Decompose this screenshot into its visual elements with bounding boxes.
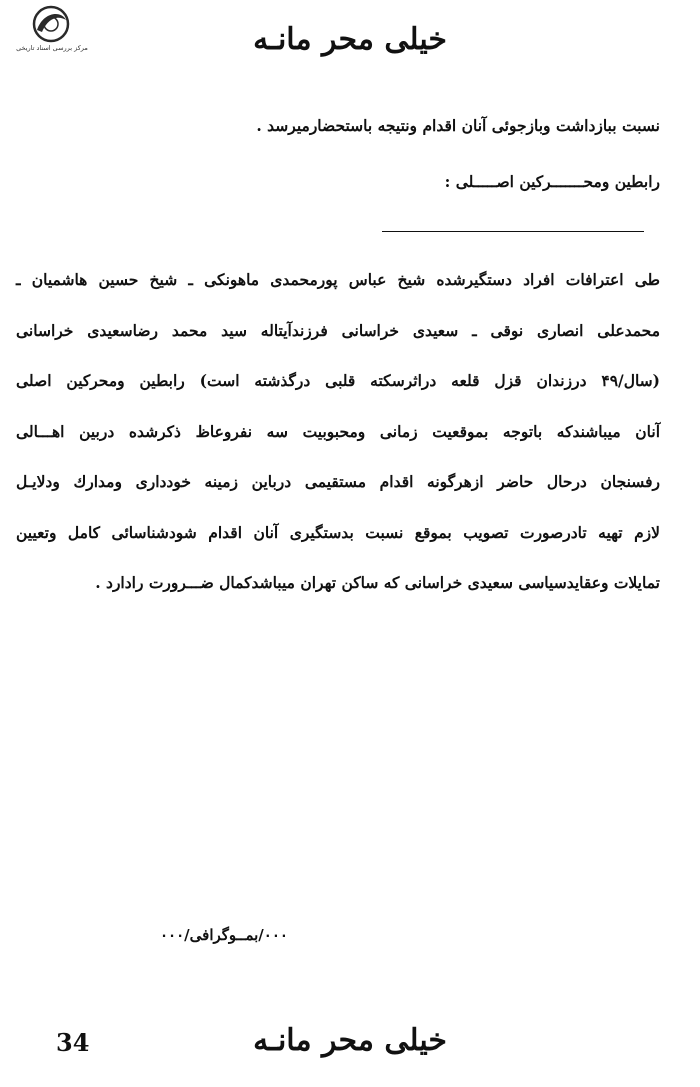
section-heading: رابطین ومحـــــــرکین اصـــــلی : [444, 172, 660, 191]
paragraph-line-3: (سال/۴۹ درزندان قزل قلعه دراثرسکته قلبی درگذشته است) رابطین ومحرکین اصلی [16, 371, 660, 390]
intro-line: نسبت ببازداشت وبازجوئی آنان اقدام ونتیجه باستحضارمیرسد . [256, 116, 660, 135]
paragraph-line-6: لازم تهیه تادرصورت تصویب بموقع نسبت بدستگیری آنان اقدام شودشناسائی کامل وتعیین [16, 523, 660, 542]
paragraph-line-5: رفسنجان درحال حاضر ازهرگونه اقدام مستقیمی درباین زمینه خودداری ومدارك ودلایـل [16, 472, 660, 491]
footer-classification: خیلی محر مانـه [253, 1023, 447, 1058]
archive-emblem-icon [28, 4, 74, 44]
heading-underline [382, 231, 644, 232]
archive-logo [4, 4, 100, 56]
page-number: 34 [56, 1028, 90, 1057]
archive-logo-text: مرکز بررسی اسناد تاریخی [16, 44, 88, 52]
header-classification: خیلی محر مانـه [253, 22, 447, 57]
paragraph-line-4: آنان میباشندکه باتوجه بموقعیت زمانی ومحبوبیت سه نفروعاظ ذکرشده دربین اهـــالی [16, 422, 660, 441]
paragraph-line-1: طی اعترافات افراد دستگیرشده شیخ عباس پورمحمدی ماهونکی ـ شیخ حسین هاشمیان ـ [16, 270, 660, 289]
paragraph-line-7: تمایلات وعقایدسیاسی سعیدی خراسانی که ساکن تهران میباشدکمال ضـــرورت رادارد . [95, 573, 660, 592]
paragraph-line-2: محمدعلی انصاری نوقی ـ سعیدی خراسانی فرزندآیتاله سید محمد رضاسعیدی خراسانی [16, 321, 660, 340]
reference-number: ۰۰۰/بمــوگرافی/۰۰۰ [160, 926, 288, 944]
